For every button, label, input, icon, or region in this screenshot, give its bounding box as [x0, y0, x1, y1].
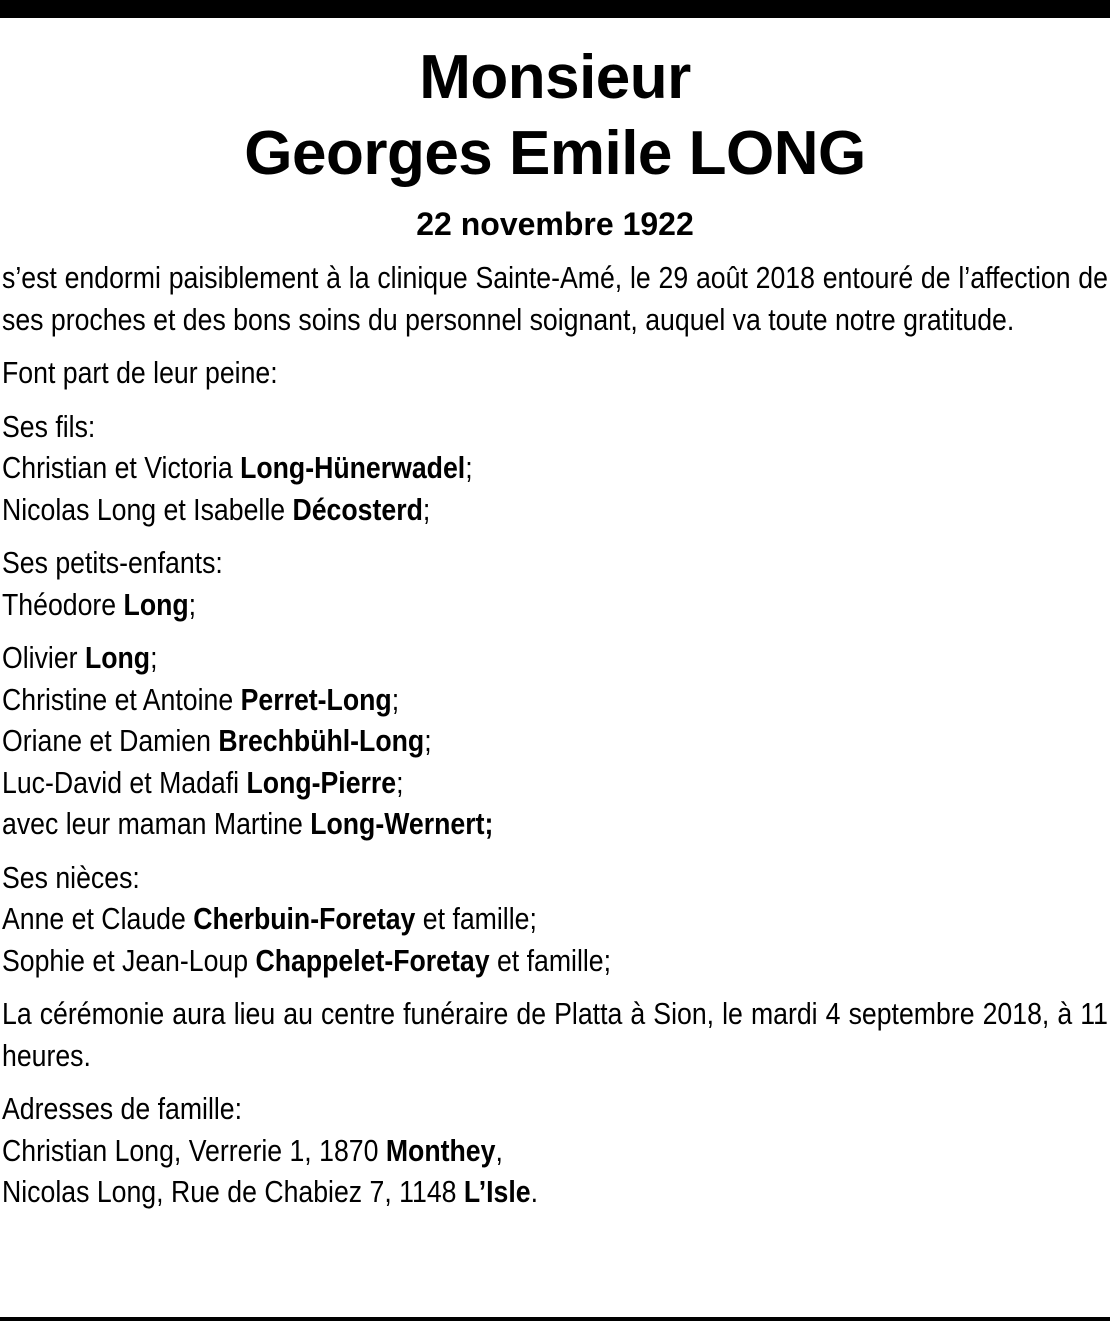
- family-entry: avec leur maman Martine Long-Wernert;: [2, 806, 494, 841]
- family-entry: Nicolas Long et Isabelle Décosterd;: [2, 491, 431, 527]
- intro-paragraph: s’est endormi paisiblement à la clinique Sainte-Amé, le 29 août 2018 entouré de l’affection de ses proches et des bons soins du personnel soignant, auquel va toute notre gratitude.: [2, 260, 1108, 337]
- family-entry: Anne et Claude Cherbuin-Foretay et famille;: [2, 901, 537, 936]
- family-entry: Oriane et Damien Brechbühl-Long;: [2, 723, 432, 758]
- sons-heading: Ses fils:: [2, 408, 96, 444]
- family-entry: Olivier Long;: [2, 640, 158, 675]
- family-entry: Christine et Antoine Perret-Long;: [2, 681, 400, 717]
- address-entry: Nicolas Long, Rue de Chabiez 7, 1148 L’Isle.: [2, 1174, 539, 1209]
- family-entry: Luc-David et Madafi Long-Pierre;: [2, 764, 404, 800]
- nieces-section: [2, 857, 1108, 982]
- family-entry: Sophie et Jean-Loup Chappelet-Foretay et famille;: [2, 942, 612, 978]
- grandchildren-section: [2, 542, 1108, 625]
- address-city: L’Isle: [463, 1174, 531, 1209]
- family-surname: Chappelet-Foretay: [255, 942, 490, 978]
- title-honorific: Monsieur: [419, 43, 691, 112]
- announce-paragraph: Font part de leur peine:: [2, 355, 278, 390]
- obituary-body: [2, 257, 1108, 1225]
- obituary-header: [0, 40, 1110, 244]
- grandchildren-heading: Ses petits-enfants:: [2, 545, 223, 580]
- addresses-section: [2, 1088, 1108, 1213]
- addresses-heading: Adresses de famille:: [2, 1091, 243, 1126]
- nieces-heading: Ses nièces:: [2, 859, 140, 895]
- family-entry: Christian et Victoria Long-Hünerwadel;: [2, 450, 473, 485]
- address-entry: Christian Long, Verrerie 1, 1870 Monthey,: [2, 1132, 503, 1168]
- family-entry: Théodore Long;: [2, 586, 197, 622]
- address-city: Monthey: [385, 1132, 496, 1168]
- bottom-rule: [0, 1317, 1110, 1321]
- deceased-name: Georges Emile LONG: [244, 119, 866, 188]
- family-surname: Décosterd: [292, 491, 423, 527]
- family-surname: Long-Hünerwadel: [240, 450, 466, 485]
- family-surname: Long: [84, 640, 151, 675]
- family-surname: Brechbühl-Long: [218, 723, 425, 758]
- family-surname: Long-Pierre: [246, 764, 397, 800]
- family-surname: Perret-Long: [240, 681, 392, 717]
- family-surname: Long-Wernert;: [310, 806, 494, 841]
- grandchildren-section-2: [2, 637, 1108, 845]
- family-surname: Long: [123, 586, 189, 622]
- birth-date: 22 novembre 1922: [416, 206, 694, 242]
- sons-section: [2, 406, 1108, 531]
- ceremony-paragraph: La cérémonie aura lieu au centre funéraire de Platta à Sion, le mardi 4 septembre 2018, à 11 heures.: [2, 996, 1108, 1073]
- family-surname: Cherbuin-Foretay: [193, 901, 416, 936]
- top-rule: [0, 0, 1110, 18]
